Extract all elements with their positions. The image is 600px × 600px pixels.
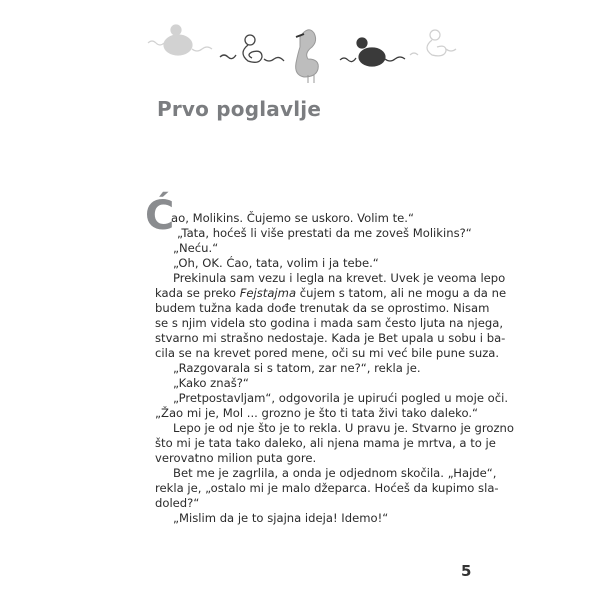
text-line: „Žao mi je, Mol ... grozno je što ti tata živi tako daleko.“ bbox=[155, 406, 479, 420]
dark-bird-icon bbox=[340, 38, 405, 66]
text-line: verovatno milion puta gore. bbox=[155, 451, 317, 465]
text-line: stvarno mi strašno nedostaje. Kada je Bet upala u sobu i ba- bbox=[155, 331, 506, 345]
text-line: ao, Molikins. Čujemo se uskoro. Volim te.“ bbox=[171, 211, 414, 225]
text-line: Prekinula sam vezu i legla na krevet. Uvek je veoma lepo bbox=[173, 271, 506, 285]
light-bird-icon bbox=[148, 25, 212, 55]
bird-illustration-strip bbox=[140, 15, 460, 85]
text-line: što mi je tata tako daleko, ali njena mama je mrtva, a to je bbox=[155, 436, 496, 450]
text-line: Lepo je od nje što je to rekla. U pravu je. Stvarno je grozno bbox=[173, 421, 514, 435]
drop-cap: Ć bbox=[145, 193, 175, 239]
text-line: „Mislim da je to sjajna ideja! Idemo!“ bbox=[173, 511, 389, 525]
body-text bbox=[155, 211, 514, 526]
text-line: „Tata, hoćeš li više prestati da me zoveš Molikins?“ bbox=[177, 226, 472, 240]
text-line: rekla je, „ostalo mi je malo džeparca. Hoćeš da kupimo sla- bbox=[155, 481, 499, 495]
outline-bird-icon bbox=[220, 35, 284, 62]
text-line: budem tužna kada dođe trenutak da se oprostimo. Nisam bbox=[155, 301, 490, 315]
text-line: „Neću.“ bbox=[173, 241, 219, 255]
page-number: 5 bbox=[461, 562, 472, 580]
faint-outline-bird-icon bbox=[410, 30, 456, 56]
text-line: se s njim videla sto godina i mada sam često ljuta na njega, bbox=[155, 316, 504, 330]
text-line: doled?“ bbox=[155, 496, 200, 510]
tall-bird-icon bbox=[296, 30, 319, 83]
text-line: „Razgovarala si s tatom, zar ne?“, rekla je. bbox=[173, 361, 421, 375]
text-line: kada se preko Fejstajma čujem s tatom, ali ne mogu a da ne bbox=[155, 286, 507, 300]
text-line: „Kako znaš?“ bbox=[173, 376, 249, 390]
text-line: „Oh, OK. Ćao, tata, volim i ja tebe.“ bbox=[173, 256, 379, 270]
text-line: cila se na krevet pored mene, oči su mi već bile pune suza. bbox=[155, 346, 500, 360]
text-line: Bet me je zagrlila, a onda je odjednom skočila. „Hajde“, bbox=[173, 466, 497, 480]
chapter-title: Prvo poglavlje bbox=[157, 97, 322, 121]
text-line: „Pretpostavljam“, odgovorila je upirući pogled u moje oči. bbox=[173, 391, 509, 405]
